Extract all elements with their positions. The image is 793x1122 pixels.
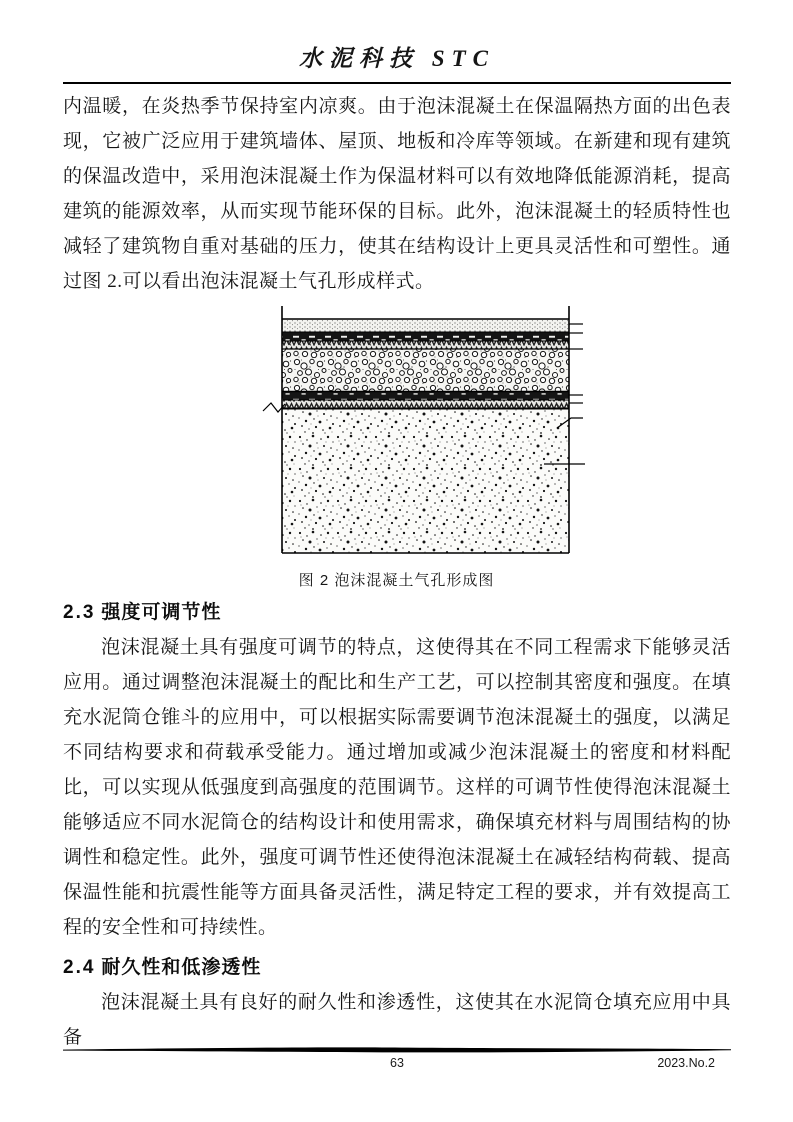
footer-rule xyxy=(63,1046,731,1054)
paragraph-section-2-4: 泡沫混凝土具有良好的耐久性和渗透性，这使其在水泥筒仓填充应用中具备 xyxy=(63,992,731,1048)
issue-number: 2023.No.2 xyxy=(657,1056,715,1070)
figure-layer-stack xyxy=(282,319,569,553)
paragraph-intro: 内温暖，在炎热季节保持室内凉爽。由于泡沫混凝土在保温隔热方面的出色表现，它被广泛应用于建筑墙体、屋顶、地板和冷库等领域。在新建和现有建筑的保温改造中，采用泡沫混凝土作为保温材料可以有效地降低能源消耗，提高建筑的能源效率，从而实现节能环保的目标。此外，泡沫混凝土的轻质特性也减轻了建筑物自重对基础的压力，使其在结构设计上更具灵活性和可塑性。通过图 2.可以看出泡沫混凝土气孔形成样式。 xyxy=(63,96,731,292)
figure-cross-section-drawing xyxy=(259,306,599,556)
page-footer xyxy=(63,1046,731,1074)
page-number: 63 xyxy=(390,1056,404,1070)
journal-title: 水泥科技 STC xyxy=(299,46,495,71)
header-rule xyxy=(63,82,731,84)
page-content xyxy=(63,0,731,1055)
figure-caption: 图 2 泡沫混凝土气孔形成图 xyxy=(298,572,495,589)
footer-row xyxy=(63,1056,731,1074)
section-heading-2-3 xyxy=(63,599,731,627)
section-title: 耐久性和低渗透性 xyxy=(101,957,262,978)
paragraph-section-2-3: 泡沫混凝土具有强度可调节的特点，这使得其在不同工程需求下能够灵活应用。通过调整泡沫混凝土的配比和生产工艺，可以控制其密度和强度。在填充水泥筒仓锥斗的应用中，可以根据实际需要调节泡沫混凝土的强度，以满足不同结构要求和荷载承受能力。通过增加或减少泡沫混凝土的密度和材料配比，可以实现从低强度到高强度的范围调节。这样的可调节性使得泡沫混凝土能够适应不同水泥筒仓的结构设计和使用需求，确保填充材料与周围结构的协调性和稳定性。此外，强度可调节性还使得泡沫混凝土在减轻结构荷载、提高保温性能和抗震性能等方面具备灵活性，满足特定工程的要求，并有效提高工程的安全性和可持续性。 xyxy=(63,637,731,938)
section-number: 2.4 xyxy=(63,957,96,978)
section-number: 2.3 xyxy=(63,602,96,623)
section-heading-2-4 xyxy=(63,954,731,982)
figure-foam-concrete xyxy=(259,306,599,561)
section-title: 强度可调节性 xyxy=(101,602,222,623)
